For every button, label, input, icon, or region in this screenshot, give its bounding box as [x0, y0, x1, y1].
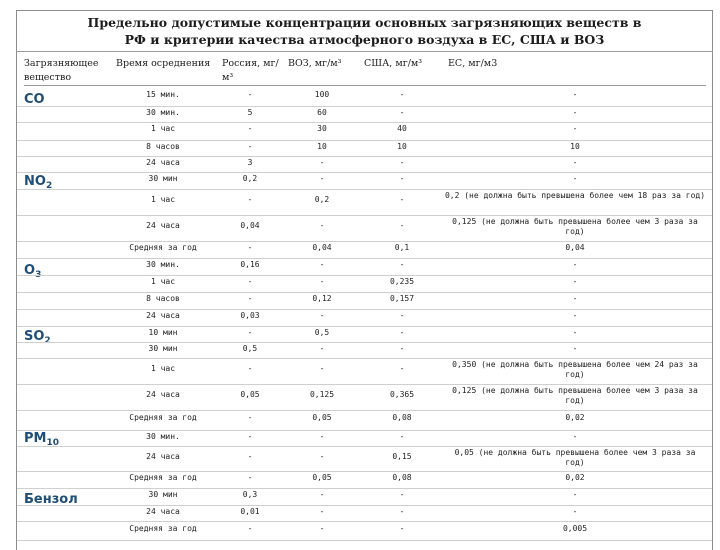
table-cell-eu: - [572, 158, 578, 167]
table-cell-usa: 0,15 [392, 451, 412, 461]
table-cell-russia: - [247, 432, 253, 441]
table-cell-time: 24 часа [146, 221, 180, 230]
pollutant-subscript: 2 [44, 336, 51, 346]
table-cell-russia: 0,03 [240, 311, 260, 320]
table-cell-eu: - [572, 507, 578, 516]
table-cell-eu: 0,005 [562, 523, 588, 533]
table-cell-time: 30 мин. [146, 260, 180, 269]
row-divider [17, 172, 712, 173]
table-cell-who: 0,05 [312, 413, 332, 422]
row-divider [17, 505, 712, 506]
table-cell-russia: - [247, 473, 253, 482]
table-cell-eu: - [572, 294, 578, 303]
table-cell-who: 0,05 [312, 473, 332, 482]
table-cell-russia: 5 [247, 108, 253, 117]
table-cell-time: 8 часов [146, 142, 180, 151]
table-cell-eu: - [572, 344, 578, 353]
table-cell-who: - [319, 260, 325, 269]
table-cell-russia: - [247, 523, 253, 533]
table-cell-time: Средняя за год [129, 413, 197, 422]
row-divider [17, 540, 712, 541]
table-cell-usa: - [399, 328, 405, 337]
row-divider [17, 446, 712, 447]
table-cell-eu: 0,2 (не должна быть превышена более чем 18 раз за год) [444, 191, 706, 200]
table-cell-eu: - [572, 174, 578, 183]
table-cell-time: 24 часа [146, 158, 180, 167]
table-cell-who: - [319, 364, 325, 373]
table-cell-time: 1 час [150, 364, 176, 373]
table-cell-russia: 3 [247, 158, 253, 167]
table-cell-time: 1 час [150, 195, 176, 204]
table-cell-who: - [319, 344, 325, 353]
row-divider [17, 410, 712, 411]
table-cell-russia: - [247, 328, 253, 337]
table-cell-who: - [319, 523, 325, 533]
table-cell-russia: - [247, 413, 253, 422]
table-cell-who: 60 [317, 108, 327, 117]
pollutant-subscript: 3 [35, 270, 42, 280]
table-cell-usa: - [399, 311, 405, 320]
row-divider [17, 258, 712, 259]
table-cell-eu: - [572, 124, 578, 133]
table-cell-eu: 0,04 [565, 243, 585, 252]
table-cell-who: - [319, 311, 325, 320]
table-cell-time: 30 мин [148, 174, 178, 183]
table-cell-who: - [319, 432, 325, 441]
table-cell-who: 0,125 [309, 390, 335, 399]
table-cell-eu: - [572, 432, 578, 441]
row-divider [17, 358, 712, 359]
table-cell-who: 0,12 [312, 294, 332, 303]
table-cell-who: 0,04 [312, 243, 332, 252]
table-cell-who: - [319, 507, 325, 516]
table-cell-russia: - [247, 142, 253, 151]
table-cell-eu: - [572, 260, 578, 269]
table-cell-russia: - [247, 195, 253, 204]
table-cell-time: 30 мин [148, 344, 178, 353]
pollutant-name [24, 92, 45, 107]
row-divider [17, 326, 712, 327]
table-cell-time: Средняя за год [129, 243, 197, 252]
table-cell-russia: - [247, 90, 253, 99]
header-usa: США, мг/м³ [360, 52, 444, 86]
row-divider [17, 106, 712, 107]
row-divider [17, 384, 712, 385]
table-cell-time: 30 мин. [146, 108, 180, 117]
table-cell-time: 24 часа [146, 451, 180, 461]
table-cell-who: 30 [317, 124, 327, 133]
table-cell-time: 24 часа [146, 311, 180, 320]
table-cell-usa: 0,08 [392, 473, 412, 482]
table-cell-time: Средняя за год [129, 473, 197, 482]
table-cell-russia: 0,01 [240, 507, 260, 516]
table-cell-usa: - [399, 260, 405, 269]
table-cell-who: - [319, 158, 325, 167]
row-divider [17, 488, 712, 489]
pollutant-label: SO [24, 329, 45, 344]
table-cell-eu: 0,125 (не должна быть превышена более чем 3 раза за год) [452, 386, 698, 405]
table-cell-who: - [319, 490, 325, 499]
pollutant-subscript: 10 [46, 438, 59, 448]
table-cell-usa: - [399, 344, 405, 353]
row-divider [17, 292, 712, 293]
table-cell-usa: - [399, 195, 405, 204]
row-divider [17, 156, 712, 157]
table-cell-usa: 40 [397, 124, 407, 133]
table-cell-russia: - [247, 451, 253, 461]
table-cell-time: 15 мин. [146, 90, 180, 99]
pollutant-label: NO [24, 174, 46, 189]
pollutant-label: CO [24, 92, 45, 107]
table-cell-eu: 0,350 (не должна быть превышена более чем 24 раз за год) [452, 360, 698, 379]
pollutant-name [24, 263, 41, 280]
row-divider [17, 521, 712, 522]
table-cell-usa: 0,1 [394, 243, 410, 252]
row-divider [17, 275, 712, 276]
table-cell-russia: 0,5 [242, 344, 258, 353]
table-cell-usa: - [399, 432, 405, 441]
table-cell-who: - [319, 277, 325, 286]
table-cell-time: 1 час [150, 277, 176, 286]
table-cell-time: 1 час [150, 124, 176, 133]
table-cell-who: 0,2 [314, 195, 330, 204]
pollutant-label: PM [24, 431, 47, 446]
table-cell-usa: - [399, 523, 405, 533]
table-cell-usa: - [399, 507, 405, 516]
header-russia: Россия, мг/м³ [216, 52, 284, 86]
table-cell-time: 24 часа [146, 390, 180, 399]
table-cell-usa: 0,365 [389, 390, 415, 399]
table-cell-who: 0,5 [314, 328, 330, 337]
table-cell-time: Средняя за год [129, 523, 197, 533]
table-cell-who: 10 [317, 142, 327, 151]
table-cell-eu: - [572, 490, 578, 499]
table-cell-eu: 0,05 (не должна быть превышена более чем 3 раза за год) [454, 448, 696, 467]
pollutant-name [24, 329, 51, 346]
table-cell-eu: - [572, 328, 578, 337]
row-divider [17, 309, 712, 310]
table-cell-eu: - [572, 108, 578, 117]
table-cell-who: - [319, 174, 325, 183]
table-cell-russia: - [247, 364, 253, 373]
header-who: ВОЗ, мг/м³ [284, 52, 360, 86]
table-cell-usa: 0,157 [389, 294, 415, 303]
table-cell-eu: 0,02 [565, 473, 585, 482]
table-cell-who: - [319, 451, 325, 461]
table-cell-russia: 0,2 [242, 174, 258, 183]
table-cell-eu: 10 [570, 142, 580, 151]
table-cell-time: 10 мин [148, 328, 178, 337]
table-cell-russia: 0,3 [242, 490, 258, 499]
row-divider [17, 430, 712, 431]
table-cell-usa: - [399, 221, 405, 230]
table-cell-eu: - [572, 311, 578, 320]
table-cell-usa: - [399, 108, 405, 117]
table-cell-usa: 0,08 [392, 413, 412, 422]
table-cell-russia: 0,16 [240, 260, 260, 269]
row-divider [17, 241, 712, 242]
row-divider [17, 189, 712, 190]
row-divider [17, 342, 712, 343]
header-pollutant: Загрязняющее вещество [24, 52, 110, 86]
table-cell-usa: 0,235 [389, 277, 415, 286]
table-cell-usa: - [399, 490, 405, 499]
table-cell-usa: - [399, 90, 405, 99]
pollutant-subscript: 2 [45, 181, 53, 191]
table-cell-time: 30 мин. [146, 432, 180, 441]
table-cell-time: 30 мин [148, 490, 178, 499]
table-cell-eu: - [572, 90, 578, 99]
table-cell-usa: - [399, 364, 405, 373]
table-cell-russia: - [247, 294, 253, 303]
table-cell-eu: 0,02 [565, 413, 585, 422]
table-cell-eu: - [572, 277, 578, 286]
row-divider [17, 215, 712, 216]
pollutant-label: Бензол [24, 492, 78, 507]
header-eu: ЕС, мг/м3 [444, 52, 706, 86]
table-cell-usa: - [399, 174, 405, 183]
table-cell-time: 24 часа [146, 507, 180, 516]
table-cell-time: 8 часов [146, 294, 180, 303]
table-cell-russia: - [247, 124, 253, 133]
table-cell-russia: 0,04 [240, 221, 260, 230]
table-cell-russia: - [247, 277, 253, 286]
table-cell-usa: - [399, 158, 405, 167]
table-cell-who: 100 [314, 90, 330, 99]
row-divider [17, 122, 712, 123]
row-divider [17, 471, 712, 472]
table-cell-eu: 0,125 (не должна быть превышена более чем 3 раза за год) [452, 217, 698, 236]
page-title [16, 10, 713, 52]
table-cell-russia: 0,05 [240, 390, 260, 399]
row-divider [17, 140, 712, 141]
table-cell-who: - [319, 221, 325, 230]
title-text: Предельно допустимые концентрации основных загрязняющих веществ в РФ и критерии качества атмосферного воздуха в ЕС, США и ВОЗ [87, 14, 642, 47]
table-cell-russia: - [247, 243, 253, 252]
pollutant-label: O [24, 263, 36, 278]
header-time: Время осреднения [110, 52, 216, 86]
table-cell-usa: 10 [397, 142, 407, 151]
